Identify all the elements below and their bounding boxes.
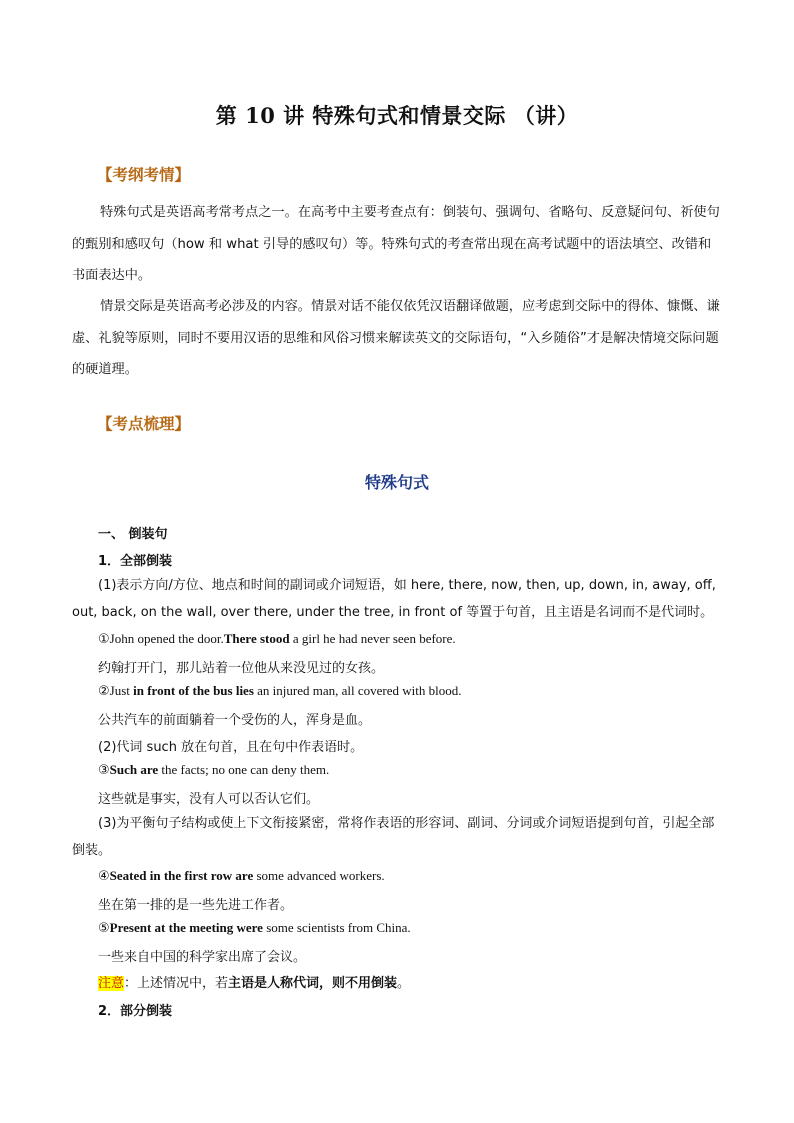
example-bold: in front of the bus lies — [133, 683, 254, 698]
rule-2: (2)代词 such 放在句首，且在句中作表语时。 — [98, 740, 364, 755]
note — [98, 972, 410, 991]
example-2-translation: 公共汽车的前面躺着一个受伤的人，浑身是血。 — [98, 713, 372, 728]
example-number: ③ — [98, 763, 110, 778]
example-text: Just — [109, 683, 134, 698]
example-4-translation: 坐在第一排的是一些先进工作者。 — [98, 898, 294, 913]
example-bold: There stood — [223, 631, 290, 646]
example-3-translation: 这些就是事实，没有人可以否认它们。 — [98, 792, 320, 807]
example-1-translation: 约翰打开门，那儿站着一位他从来没见过的女孩。 — [98, 661, 385, 676]
example-bold: Present at the meeting were — [109, 920, 263, 935]
example-text: some advanced workers. — [253, 868, 385, 883]
example-5-translation: 一些来自中国的科学家出席了会议。 — [98, 950, 307, 965]
example-4 — [98, 868, 385, 884]
example-number: ⑤ — [98, 921, 110, 936]
heading-full-inversion: 1．全部倒装 — [98, 554, 173, 569]
example-3 — [98, 762, 329, 778]
section-label-syllabus: 【考纲考情】 — [97, 166, 191, 184]
rule-3: (3)为平衡句子结构或使上下文衔接紧密，常将作表语的形容词、副词、分词或介词短语提到句首，引起全部倒装。 — [72, 816, 715, 858]
topic-subtitle: 特殊句式 — [364, 473, 429, 492]
note-bold: 主语是人称代词，则不用倒装 — [228, 976, 398, 991]
note-end: 。 — [397, 976, 411, 991]
example-text: some scientists from China. — [262, 920, 411, 935]
intro-paragraph-2: 情景交际是英语高考必涉及的内容。情景对话不能仅依凭汉语翻译做题，应考虑到交际中的得体、慷慨、谦虚、礼貌等原则，同时不要用汉语的思维和风俗习惯来解读英文的交际语句，“入乡随俗”才是解决情境交际问题的硬道理。 — [72, 299, 720, 377]
heading-inversion: 一、 倒装句 — [98, 527, 168, 542]
example-5 — [98, 920, 411, 936]
section-label-review: 【考点梳理】 — [97, 415, 191, 433]
example-number: ④ — [98, 869, 110, 884]
page-title: 第 10 讲 特殊句式和情景交际 （讲） — [215, 103, 579, 128]
example-text: John opened the door. — [109, 631, 224, 646]
example-text: an injured man, all covered with blood. — [253, 683, 462, 698]
example-text: a girl he had never seen before. — [289, 631, 456, 646]
rule-1: (1)表示方向/方位、地点和时间的副词或介词短语，如 here, there, now, then, up, down, in, away, off, out, back, on the wall, over there, under the tree, in front of 等置于句首，且主语是名词而不是代词时。 — [72, 578, 716, 620]
example-bold: Seated in the first row are — [109, 868, 254, 883]
note-text: ：上述情况中，若 — [124, 976, 229, 991]
intro-paragraph-1: 特殊句式是英语高考常考点之一。在高考中主要考查点有：倒装句、强调句、省略句、反意疑问句、祈使句的甄别和感叹句（how 和 what 引导的感叹句）等。特殊句式的考查常出现在高考试题中的语法填空、改错和书面表达中。 — [72, 205, 720, 283]
example-bold: Such are — [109, 762, 159, 777]
note-tag: 注意 — [98, 976, 125, 991]
heading-partial-inversion: 2．部分倒装 — [98, 1004, 173, 1019]
example-2 — [98, 683, 461, 699]
example-1 — [98, 631, 456, 647]
example-number: ② — [98, 684, 110, 699]
example-number: ① — [98, 632, 110, 647]
example-text: the facts; no one can deny them. — [158, 762, 330, 777]
